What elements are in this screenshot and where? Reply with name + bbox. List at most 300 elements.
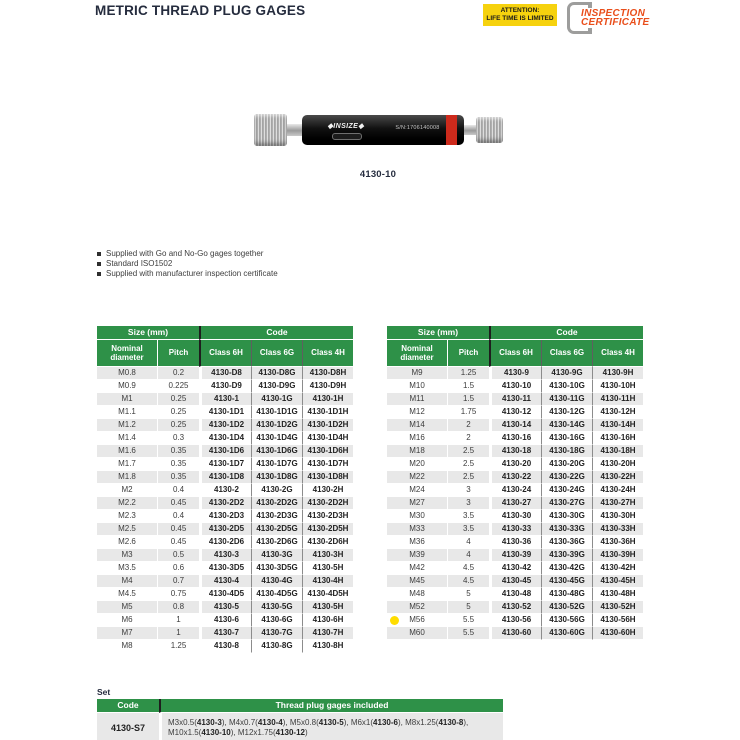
table-row (97, 458, 353, 471)
code-cell: 4130-10H (592, 380, 643, 393)
table-row (97, 419, 353, 432)
code-cell: 4130-2 (199, 484, 251, 497)
table-row (387, 484, 643, 497)
code-cell: 4130-1D7H (302, 458, 353, 471)
code-cell: 4130-10 (489, 380, 541, 393)
code-cell: 4130-16G (541, 432, 592, 445)
table-row (97, 562, 353, 575)
code-cell: 4130-4D5G (251, 588, 302, 601)
code-cell: 4130-36H (592, 536, 643, 549)
pitch-cell: 0.2 (157, 367, 199, 380)
table-row (97, 484, 353, 497)
column-header: Pitch (157, 340, 199, 367)
pitch-cell: 0.75 (157, 588, 199, 601)
code-cell: 4130-1D8G (251, 471, 302, 484)
code-cell: 4130-42G (541, 562, 592, 575)
code-cell: 4130-33H (592, 523, 643, 536)
pitch-cell: 0.8 (157, 601, 199, 614)
bullet-square-icon (97, 262, 101, 266)
size-group-header: Size (mm) (97, 326, 199, 340)
code-cell: 4130-8G (251, 640, 302, 653)
code-cell: 4130-1D4H (302, 432, 353, 445)
code-cell: 4130-1D2H (302, 419, 353, 432)
table-row (387, 445, 643, 458)
nominal-diameter-cell: M5 (97, 601, 157, 614)
code-cell: 4130-24G (541, 484, 592, 497)
code-cell: 4130-4 (199, 575, 251, 588)
table-row (387, 367, 643, 380)
table-row (97, 588, 353, 601)
gage-shaft-left (287, 124, 302, 136)
code-cell: 4130-39H (592, 549, 643, 562)
page-title: METRIC THREAD PLUG GAGES (95, 3, 306, 18)
code-cell: 4130-7G (251, 627, 302, 640)
pitch-cell: 1.25 (447, 367, 489, 380)
code-cell: 4130-60G (541, 627, 592, 640)
pitch-cell: 0.25 (157, 393, 199, 406)
nominal-diameter-cell: M2.3 (97, 510, 157, 523)
code-cell: 4130-11 (489, 393, 541, 406)
column-header: Pitch (447, 340, 489, 367)
nominal-diameter-cell: M4 (97, 575, 157, 588)
table-row (97, 601, 353, 614)
set-table (97, 699, 503, 740)
code-cell: 4130-2D5H (302, 523, 353, 536)
nominal-diameter-cell: M7 (97, 627, 157, 640)
code-cell: 4130-9 (489, 367, 541, 380)
code-cell: 4130-20 (489, 458, 541, 471)
feature-item (97, 249, 278, 259)
table-row (387, 380, 643, 393)
feature-text: Supplied with Go and No-Go gages together (106, 249, 264, 258)
nominal-diameter-cell: M1.4 (97, 432, 157, 445)
code-cell: 4130-6 (199, 614, 251, 627)
go-thread-end (254, 114, 287, 146)
yellow-dot-marker (390, 616, 399, 625)
table-row (387, 536, 643, 549)
code-cell: 4130-3G (251, 549, 302, 562)
bullet-square-icon (97, 272, 101, 276)
pitch-cell: 5 (447, 588, 489, 601)
nominal-diameter-cell: M18 (387, 445, 447, 458)
code-cell: 4130-52 (489, 601, 541, 614)
pitch-cell: 4 (447, 536, 489, 549)
code-cell: 4130-1G (251, 393, 302, 406)
table-row (387, 497, 643, 510)
inspection-certificate-badge (567, 2, 650, 32)
set-row (97, 713, 503, 740)
nominal-diameter-cell: M3 (97, 549, 157, 562)
code-cell: 4130-33 (489, 523, 541, 536)
nominal-diameter-cell: M33 (387, 523, 447, 536)
nominal-diameter-cell: M60 (387, 627, 447, 640)
pitch-cell: 3 (447, 484, 489, 497)
code-cell: 4130-3 (199, 549, 251, 562)
feature-item (97, 259, 278, 269)
code-cell: 4130-16 (489, 432, 541, 445)
code-cell: 4130-18G (541, 445, 592, 458)
nominal-diameter-cell: M52 (387, 601, 447, 614)
code-cell: 4130-60 (489, 627, 541, 640)
pitch-cell: 1.5 (447, 393, 489, 406)
table-row (97, 614, 353, 627)
pitch-cell: 4.5 (447, 575, 489, 588)
column-header: Class 6G (251, 340, 302, 367)
table-row (97, 471, 353, 484)
table-row (97, 406, 353, 419)
pitch-cell: 0.45 (157, 523, 199, 536)
table-row (97, 432, 353, 445)
pitch-cell: 0.4 (157, 484, 199, 497)
pitch-cell: 1.5 (447, 380, 489, 393)
gage-shaft-right (464, 125, 476, 135)
table-row (387, 601, 643, 614)
attention-line1: ATTENTION: (500, 7, 540, 14)
nominal-diameter-cell: M2.6 (97, 536, 157, 549)
table-row (97, 510, 353, 523)
code-cell: 4130-D8 (199, 367, 251, 380)
code-cell: 4130-5 (199, 601, 251, 614)
code-cell: 4130-D9 (199, 380, 251, 393)
pitch-cell: 0.35 (157, 445, 199, 458)
nominal-diameter-cell: M1.6 (97, 445, 157, 458)
pitch-cell: 1.75 (447, 406, 489, 419)
pitch-cell: 1.25 (157, 640, 199, 653)
nominal-diameter-cell: M1 (97, 393, 157, 406)
table-row (387, 523, 643, 536)
pitch-cell: 0.35 (157, 471, 199, 484)
nominal-diameter-cell: M2.5 (97, 523, 157, 536)
code-cell: 4130-D9H (302, 380, 353, 393)
code-cell: 4130-1H (302, 393, 353, 406)
set-desc-header: Thread plug gages included (159, 699, 503, 713)
pitch-cell: 4.5 (447, 562, 489, 575)
code-cell: 4130-48H (592, 588, 643, 601)
code-cell: 4130-36G (541, 536, 592, 549)
product-code-label: 4130-10 (359, 169, 397, 180)
table-row (387, 406, 643, 419)
code-cell: 4130-22G (541, 471, 592, 484)
pitch-cell: 0.25 (157, 406, 199, 419)
code-cell: 4130-7H (302, 627, 353, 640)
code-cell: 4130-3D5 (199, 562, 251, 575)
code-cell: 4130-20G (541, 458, 592, 471)
code-cell: 4130-30H (592, 510, 643, 523)
table-row (387, 419, 643, 432)
code-cell: 4130-11H (592, 393, 643, 406)
code-cell: 4130-1D1G (251, 406, 302, 419)
table-row (97, 523, 353, 536)
code-cell: 4130-4H (302, 575, 353, 588)
nominal-diameter-cell: M24 (387, 484, 447, 497)
code-cell: 4130-1D7G (251, 458, 302, 471)
code-cell: 4130-D9G (251, 380, 302, 393)
nominal-diameter-cell: M2 (97, 484, 157, 497)
code-cell: 4130-48G (541, 588, 592, 601)
pitch-cell: 2.5 (447, 445, 489, 458)
table-row (387, 471, 643, 484)
code-cell: 4130-1D8H (302, 471, 353, 484)
pitch-cell: 0.25 (157, 419, 199, 432)
set-code-header: Code (97, 699, 159, 713)
feature-text: Supplied with manufacturer inspection certificate (106, 269, 278, 278)
table-row (387, 393, 643, 406)
spec-table-right (387, 326, 643, 640)
code-cell: 4130-30G (541, 510, 592, 523)
table-row (97, 380, 353, 393)
code-cell: 4130-30 (489, 510, 541, 523)
nominal-diameter-cell: M42 (387, 562, 447, 575)
pitch-cell: 0.45 (157, 536, 199, 549)
table-row (97, 445, 353, 458)
table-row (387, 614, 643, 627)
code-cell: 4130-8 (199, 640, 251, 653)
feature-list (97, 249, 278, 279)
table-row (387, 588, 643, 601)
code-cell: 4130-2D5 (199, 523, 251, 536)
code-cell: 4130-1D1 (199, 406, 251, 419)
spec-table-right-wrap (387, 326, 643, 640)
nominal-diameter-cell: M45 (387, 575, 447, 588)
code-cell: 4130-36 (489, 536, 541, 549)
code-cell: 4130-20H (592, 458, 643, 471)
code-cell: 4130-3H (302, 549, 353, 562)
code-cell: 4130-1D6H (302, 445, 353, 458)
pitch-cell: 3 (447, 497, 489, 510)
nominal-diameter-cell: M0.8 (97, 367, 157, 380)
code-cell: 4130-27H (592, 497, 643, 510)
code-cell: 4130-39 (489, 549, 541, 562)
pitch-cell: 0.3 (157, 432, 199, 445)
code-cell: 4130-48 (489, 588, 541, 601)
code-cell: 4130-45H (592, 575, 643, 588)
table-row (97, 367, 353, 380)
attention-line2: LIFE TIME IS LIMITED (486, 15, 554, 22)
code-cell: 4130-24H (592, 484, 643, 497)
code-cell: 4130-8H (302, 640, 353, 653)
code-cell: 4130-56G (541, 614, 592, 627)
nominal-diameter-cell: M30 (387, 510, 447, 523)
feature-item (97, 269, 278, 279)
code-cell: 4130-D8H (302, 367, 353, 380)
set-desc-value: M3x0.5(4130-3), M4x0.7(4130-4), M5x0.8(4130-5), M6x1(4130-6), M8x1.25(4130-8), M10x1.5(4130-10), M12x1.75(4130-12) (159, 713, 503, 740)
pitch-cell: 0.4 (157, 510, 199, 523)
pitch-cell: 2 (447, 419, 489, 432)
table-row (97, 393, 353, 406)
nominal-diameter-cell: M10 (387, 380, 447, 393)
nominal-diameter-cell: M9 (387, 367, 447, 380)
code-cell: 4130-1D6G (251, 445, 302, 458)
code-cell: 4130-1D6 (199, 445, 251, 458)
pitch-cell: 0.7 (157, 575, 199, 588)
thread-plug-gage-image (8, 114, 740, 146)
code-cell: 4130-14H (592, 419, 643, 432)
code-cell: 4130-6G (251, 614, 302, 627)
nominal-diameter-cell: M1.7 (97, 458, 157, 471)
pitch-cell: 4 (447, 549, 489, 562)
nominal-diameter-cell: M1.2 (97, 419, 157, 432)
table-row (387, 562, 643, 575)
nominal-diameter-cell: M12 (387, 406, 447, 419)
code-cell: 4130-60H (592, 627, 643, 640)
nominal-diameter-cell: M20 (387, 458, 447, 471)
code-cell: 4130-12H (592, 406, 643, 419)
code-group-header: Code (489, 326, 643, 340)
code-cell: 4130-2D6G (251, 536, 302, 549)
nominal-diameter-cell: M1.8 (97, 471, 157, 484)
code-cell: 4130-45 (489, 575, 541, 588)
code-cell: 4130-5G (251, 601, 302, 614)
table-row (387, 627, 643, 640)
code-cell: 4130-1D8 (199, 471, 251, 484)
code-cell: 4130-22H (592, 471, 643, 484)
code-cell: 4130-1D1H (302, 406, 353, 419)
column-header: Nominal diameter (97, 340, 157, 367)
spec-table-left (97, 326, 353, 653)
feature-text: Standard ISO1502 (106, 259, 173, 268)
bullet-square-icon (97, 252, 101, 256)
nominal-diameter-cell: M14 (387, 419, 447, 432)
column-header: Nominal diameter (387, 340, 447, 367)
nominal-diameter-cell: M8 (97, 640, 157, 653)
nominal-diameter-cell: M36 (387, 536, 447, 549)
pitch-cell: 0.6 (157, 562, 199, 575)
nominal-diameter-cell: M6 (97, 614, 157, 627)
pitch-cell: 5 (447, 601, 489, 614)
code-cell: 4130-24 (489, 484, 541, 497)
code-cell: 4130-4D5H (302, 588, 353, 601)
nominal-diameter-cell: M0.9 (97, 380, 157, 393)
code-cell: 4130-9H (592, 367, 643, 380)
code-cell: 4130-27G (541, 497, 592, 510)
code-cell: 4130-5H (302, 601, 353, 614)
pitch-cell: 1 (157, 614, 199, 627)
nogo-red-band (446, 115, 457, 145)
pitch-cell: 2.5 (447, 458, 489, 471)
nominal-diameter-cell: M3.5 (97, 562, 157, 575)
pitch-cell: 5.5 (447, 614, 489, 627)
set-code-value: 4130-S7 (97, 713, 159, 740)
certificate-text (581, 9, 650, 27)
code-cell: 4130-D8G (251, 367, 302, 380)
code-cell: 4130-1D2G (251, 419, 302, 432)
code-cell: 4130-2D6H (302, 536, 353, 549)
code-cell: 4130-14G (541, 419, 592, 432)
code-cell: 4130-2D3G (251, 510, 302, 523)
code-cell: 4130-56H (592, 614, 643, 627)
table-row (97, 575, 353, 588)
certificate-line1: INSPECTION (581, 8, 646, 19)
code-cell: 4130-10G (541, 380, 592, 393)
nominal-diameter-cell: M27 (387, 497, 447, 510)
set-section-label: Set (97, 687, 111, 697)
code-group-header: Code (199, 326, 353, 340)
table-row (97, 497, 353, 510)
code-cell: 4130-2D3H (302, 510, 353, 523)
code-cell: 4130-7 (199, 627, 251, 640)
nominal-diameter-cell: M11 (387, 393, 447, 406)
code-cell: 4130-1D4 (199, 432, 251, 445)
nominal-diameter-cell: M1.1 (97, 406, 157, 419)
certificate-line2: CERTIFICATE (581, 17, 650, 28)
code-cell: 4130-27 (489, 497, 541, 510)
code-cell: 4130-12 (489, 406, 541, 419)
code-cell: 4130-3D5G (251, 562, 302, 575)
gage-serial-number: S/N:1706140008 (395, 125, 440, 131)
table-row (387, 432, 643, 445)
code-cell: 4130-14 (489, 419, 541, 432)
nominal-diameter-cell: M39 (387, 549, 447, 562)
spec-table-left-wrap (97, 326, 353, 653)
nominal-diameter-cell: M56 (387, 614, 447, 627)
code-cell: 4130-56 (489, 614, 541, 627)
nominal-diameter-cell: M22 (387, 471, 447, 484)
code-cell: 4130-42 (489, 562, 541, 575)
code-cell: 4130-18H (592, 445, 643, 458)
code-cell: 4130-1 (199, 393, 251, 406)
code-cell: 4130-22 (489, 471, 541, 484)
code-cell: 4130-6H (302, 614, 353, 627)
table-row (97, 640, 353, 653)
nominal-diameter-cell: M4.5 (97, 588, 157, 601)
pitch-cell: 1 (157, 627, 199, 640)
code-cell: 4130-5H (302, 562, 353, 575)
nominal-diameter-cell: M48 (387, 588, 447, 601)
code-cell: 4130-52H (592, 601, 643, 614)
code-cell: 4130-4G (251, 575, 302, 588)
column-header: Class 6G (541, 340, 592, 367)
code-cell: 4130-2D2 (199, 497, 251, 510)
attention-badge (483, 4, 557, 26)
code-cell: 4130-52G (541, 601, 592, 614)
table-row (387, 575, 643, 588)
code-cell: 4130-16H (592, 432, 643, 445)
table-row (97, 549, 353, 562)
column-header: Class 6H (199, 340, 251, 367)
code-cell: 4130-4D5 (199, 588, 251, 601)
table-row (387, 549, 643, 562)
code-cell: 4130-2D6 (199, 536, 251, 549)
size-group-header: Size (mm) (387, 326, 489, 340)
code-cell: 4130-1D4G (251, 432, 302, 445)
column-header: Class 6H (489, 340, 541, 367)
pitch-cell: 0.35 (157, 458, 199, 471)
pitch-cell: 2.5 (447, 471, 489, 484)
code-cell: 4130-39G (541, 549, 592, 562)
code-cell: 4130-9G (541, 367, 592, 380)
code-cell: 4130-2G (251, 484, 302, 497)
gage-handle (302, 115, 464, 145)
code-cell: 4130-18 (489, 445, 541, 458)
pitch-cell: 5.5 (447, 627, 489, 640)
gage-engraving-plate (332, 133, 362, 140)
nominal-diameter-cell: M16 (387, 432, 447, 445)
insize-logo: ◆INSIZE◆ (327, 123, 365, 130)
pitch-cell: 0.225 (157, 380, 199, 393)
code-cell: 4130-2D2G (251, 497, 302, 510)
pitch-cell: 0.5 (157, 549, 199, 562)
pitch-cell: 2 (447, 432, 489, 445)
code-cell: 4130-11G (541, 393, 592, 406)
code-cell: 4130-1D2 (199, 419, 251, 432)
code-cell: 4130-1D7 (199, 458, 251, 471)
column-header: Class 4H (592, 340, 643, 367)
table-row (387, 510, 643, 523)
nogo-thread-end (476, 117, 503, 143)
code-cell: 4130-42H (592, 562, 643, 575)
column-header: Class 4H (302, 340, 353, 367)
code-cell: 4130-2D5G (251, 523, 302, 536)
